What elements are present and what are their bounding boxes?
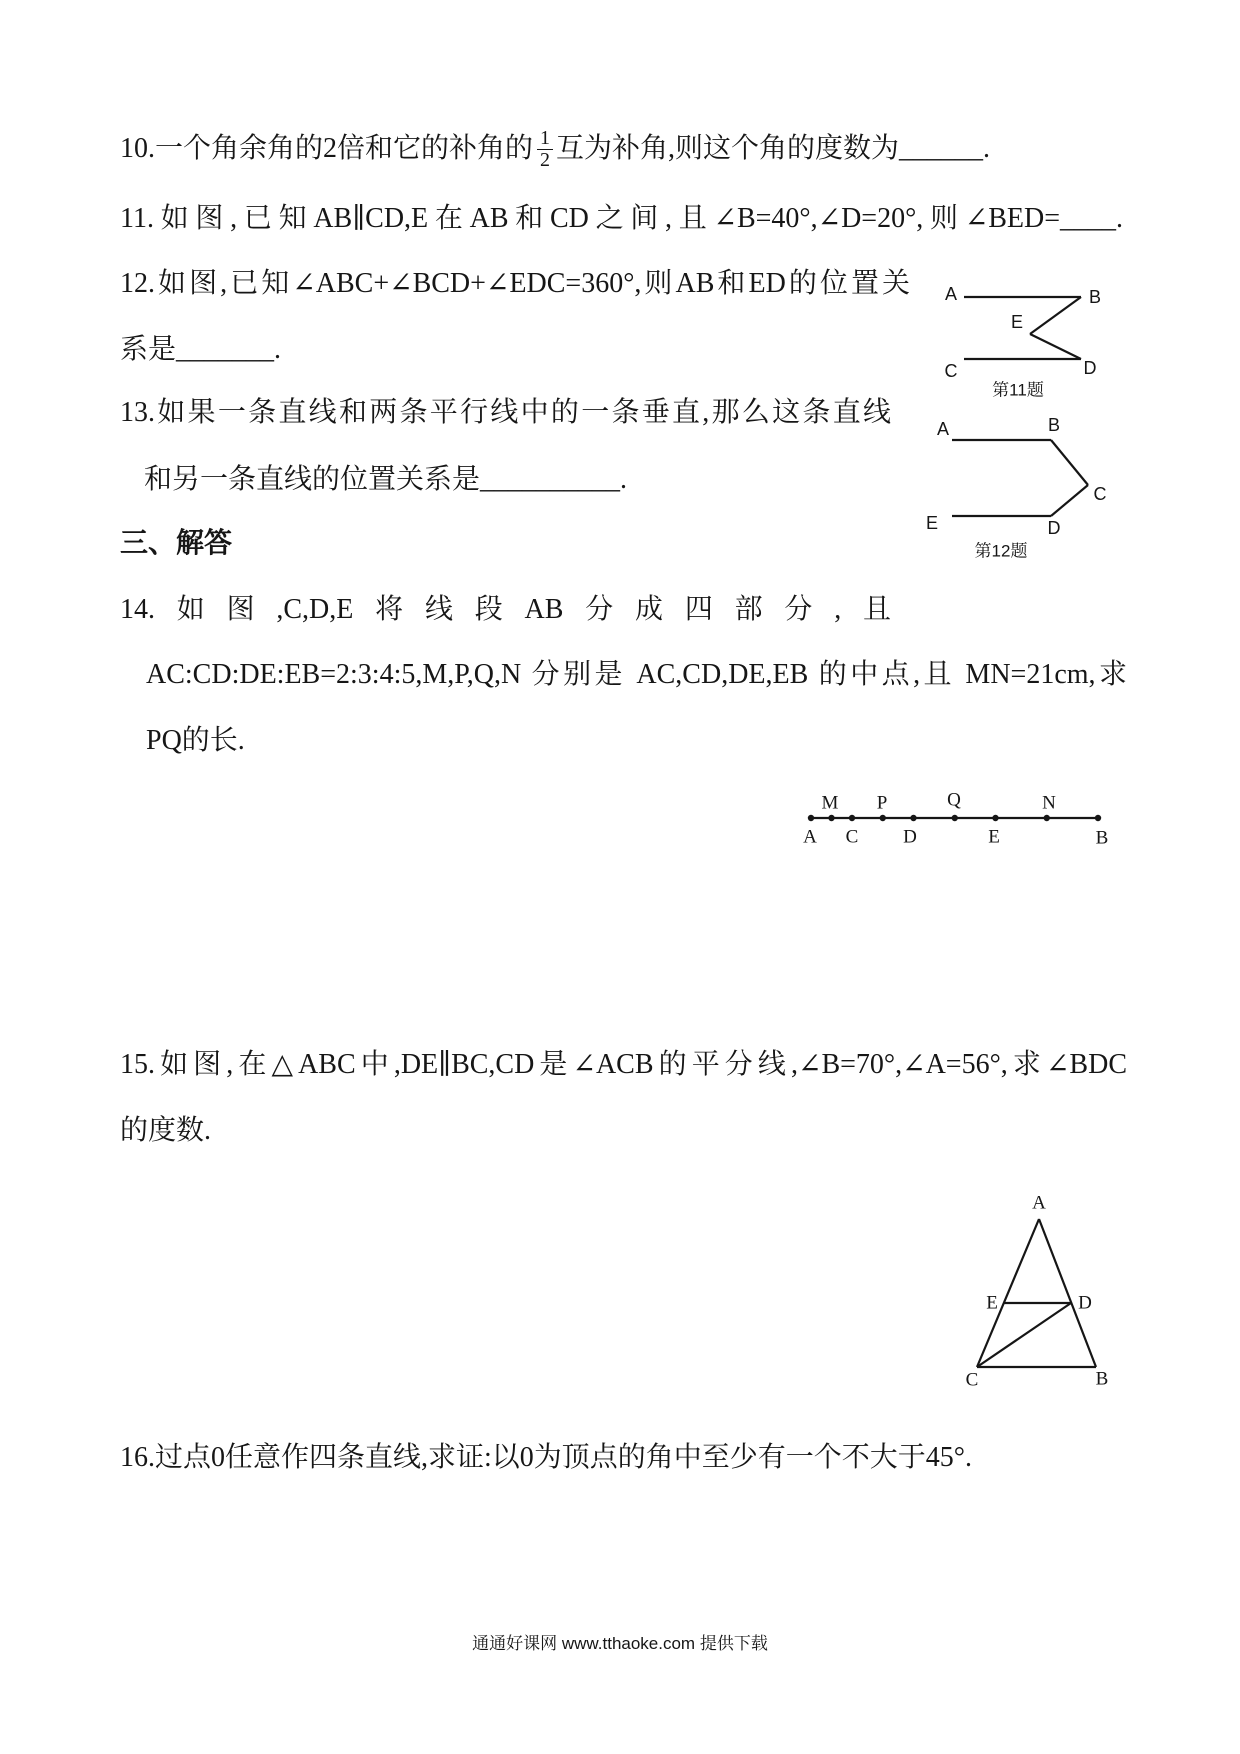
figure-11-caption: 第11题 — [992, 380, 1044, 400]
fraction-numerator: 1 — [537, 129, 553, 150]
label-d: D — [903, 826, 917, 848]
segment-be — [1030, 297, 1081, 334]
point-m — [828, 815, 834, 821]
question-16: 16.过点0任意作四条直线,求证:以0为顶点的角中至少有一个不大于45°. — [120, 1442, 972, 1473]
question-10-text-after: 互为补角,则这个角的度数为______. — [556, 133, 991, 164]
point-b — [1095, 815, 1101, 821]
segment-ed — [1030, 334, 1081, 359]
label-b: B — [1088, 287, 1102, 307]
point-n — [1044, 815, 1050, 821]
label-p: P — [876, 792, 888, 814]
segment-cd — [1051, 485, 1088, 516]
point-d — [910, 815, 916, 821]
point-a — [808, 815, 814, 821]
question-10 — [120, 127, 991, 172]
question-15-line-1: 15.如图,在△ABC中,DE∥BC,CD是∠ACB的平分线,∠B=70°,∠A=56°,求∠BDC — [120, 1049, 1127, 1080]
point-q — [952, 815, 958, 821]
question-10-text-before: 10.一个角余角的2倍和它的补角的 — [120, 133, 534, 164]
label-a: A — [1032, 1192, 1046, 1214]
label-n: N — [1042, 792, 1056, 814]
segment-bc — [1051, 440, 1088, 485]
question-13-line-1: 13.如果一条直线和两条平行线中的一条垂直,那么这条直线 — [120, 397, 891, 428]
label-e: E — [1010, 312, 1024, 332]
label-c: C — [965, 1369, 979, 1391]
question-11: 11.如图,已知AB∥CD,E在AB和CD之间,且∠B=40°,∠D=20°,则∠BED=____. — [120, 203, 1123, 234]
figure-12 — [915, 410, 1115, 565]
label-c: C — [845, 826, 859, 848]
label-c: C — [944, 361, 958, 381]
label-a: A — [803, 826, 817, 848]
figure-14-segment — [795, 790, 1115, 856]
page-footer: 通通好课网 www.tthaoke.com 提供下载 — [472, 1634, 768, 1653]
point-c — [849, 815, 855, 821]
figure-12-caption: 第12题 — [974, 541, 1028, 561]
question-15-line-2: 的度数. — [120, 1115, 212, 1146]
label-e: E — [925, 513, 939, 533]
figure-11 — [930, 278, 1120, 403]
label-m: M — [821, 792, 839, 814]
label-b: B — [1095, 827, 1109, 849]
question-12-line-1: 12.如图,已知∠ABC+∠BCD+∠EDC=360°,则AB和ED的位置关 — [120, 268, 910, 299]
label-e: E — [988, 826, 1000, 848]
label-b: B — [1095, 1368, 1109, 1390]
label-d: D — [1083, 358, 1097, 378]
label-b: B — [1047, 415, 1061, 435]
fraction-one-half — [537, 129, 553, 170]
point-p — [880, 815, 886, 821]
question-14-line-2: AC:CD:DE:EB=2:3:4:5,M,P,Q,N 分别是 AC,CD,DE,EB 的中点,且 MN=21cm,求 — [146, 659, 1127, 690]
question-13-line-2: 和另一条直线的位置关系是__________. — [144, 464, 628, 495]
fraction-denominator: 2 — [540, 149, 551, 172]
label-c: C — [1093, 484, 1107, 504]
question-12-line-2: 系是_______. — [120, 334, 282, 365]
label-e: E — [986, 1292, 998, 1314]
question-14-line-1: 14.如图,C,D,E将线段AB分成四部分,且 — [120, 594, 891, 625]
label-q: Q — [947, 790, 961, 811]
point-e — [992, 815, 998, 821]
label-d: D — [1078, 1292, 1092, 1314]
section-heading: 三、解答 — [120, 528, 233, 559]
label-d: D — [1047, 518, 1061, 538]
label-a: A — [944, 284, 958, 304]
question-14-line-3: PQ的长. — [146, 725, 245, 756]
figure-15-triangle — [950, 1190, 1125, 1395]
label-a: A — [936, 419, 950, 439]
